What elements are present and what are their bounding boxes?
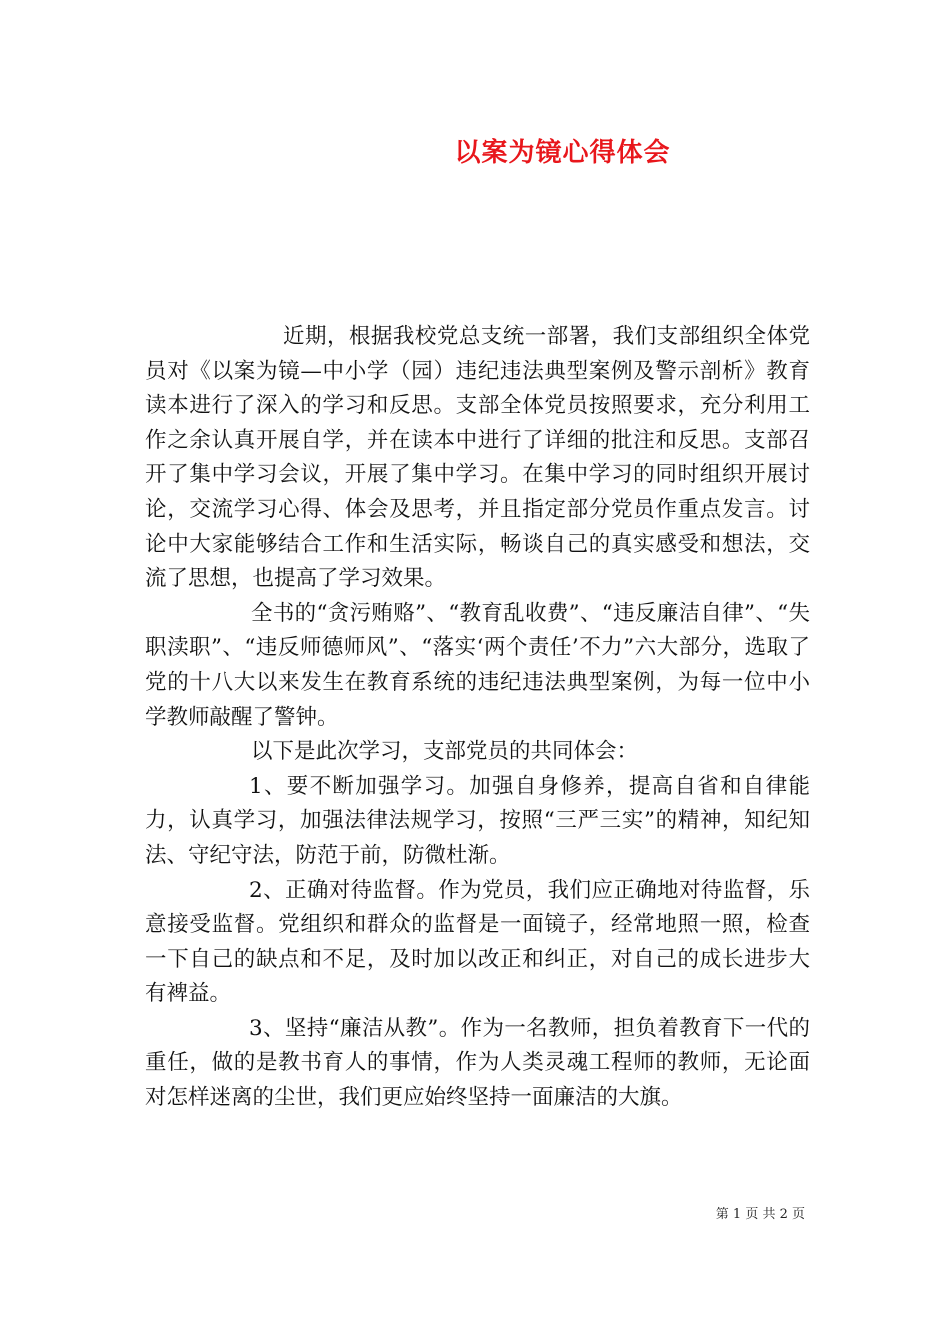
document-body — [145, 320, 810, 1116]
paragraph-point-3: 3、坚持“廉洁从教”。作为一名教师，担负着教育下一代的重任，做的是教书育人的事情，作为人类灵魂工程师的教师，无论面对怎样迷离的尘世，我们更应始终坚持一面廉洁的大旗。 — [145, 1015, 810, 1111]
paragraph-lead-in: 以下是此次学习，支部党员的共同体会： — [251, 739, 639, 765]
paragraph-intro: 近期，根据我校党总支统一部署，我们支部组织全体党员对《以案为镜—中小学（园）违纪违法典型案例及警示剖析》教育读本进行了深入的学习和反思。支部全体党员按照要求，充分利用工作之余认真开展自学，并在读本中进行了详细的批注和反思。支部召开了集中学习会议，开展了集中学习。在集中学习的同时组织开展讨论，交流学习心得、体会及思考，并且指定部分党员作重点发言。讨论中大家能够结合工作和生活实际，畅谈自己的真实感受和想法，交流了思想，也提高了学习效果。 — [145, 324, 810, 592]
paragraph-point-2: 2、正确对待监督。作为党员，我们应正确地对待监督，乐意接受监督。党组织和群众的监督是一面镜子，经常地照一照，检查一下自己的缺点和不足，及时加以改正和纠正，对自己的成长进步大有裨益。 — [145, 877, 810, 1007]
paragraph-book-summary: 全书的“贪污贿赂”、“教育乱收费”、“违反廉洁自律”、“失职渎职”、“违反师德师风”、“落实‘两个责任’不力”六大部分，选取了党的十八大以来发生在教育系统的违纪违法典型案例，为每一位中小学教师敲醒了警钟。 — [145, 600, 810, 730]
page-number-footer: 第 1 页 共 2 页 — [715, 1207, 805, 1222]
document-title: 以案为镜心得体会 — [454, 138, 671, 168]
paragraph-point-1: 1、要不断加强学习。加强自身修养，提高自省和自律能力，认真学习，加强法律法规学习，按照“三严三实”的精神，知纪知法、守纪守法，防范于前，防微杜渐。 — [145, 773, 810, 868]
